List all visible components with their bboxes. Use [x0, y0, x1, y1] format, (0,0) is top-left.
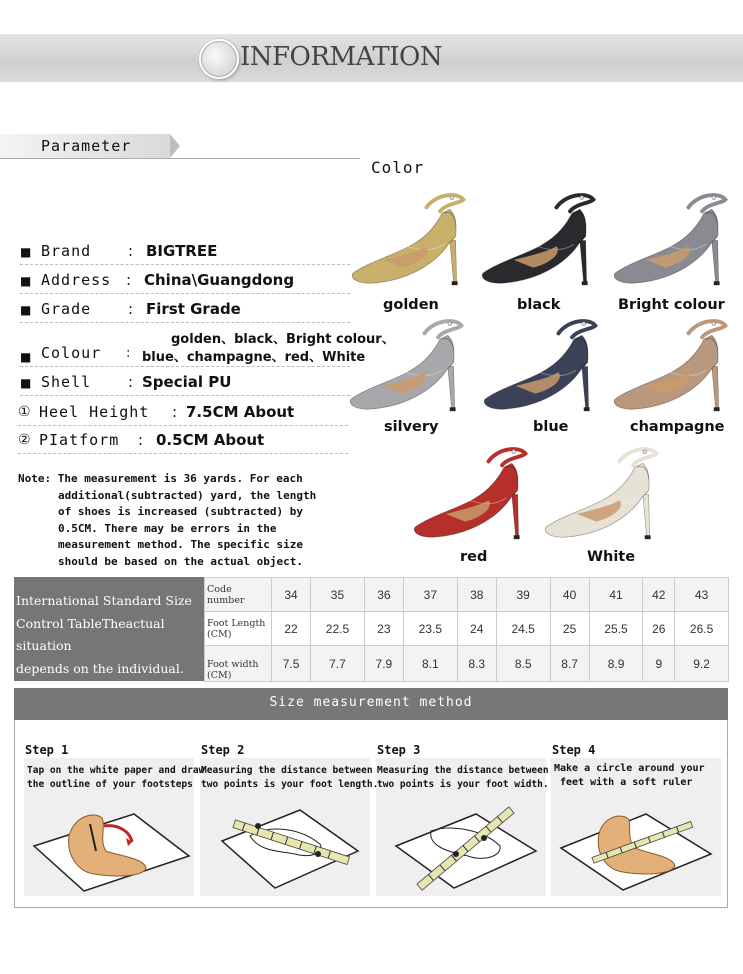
param-name: Brand: [41, 242, 92, 260]
table-cell: 9.2: [675, 646, 729, 682]
param-value: 0.5CM About: [156, 431, 265, 449]
param-row-address: [20, 271, 350, 294]
table-cell: 7.5: [272, 646, 311, 682]
param-value: First Grade: [146, 300, 241, 318]
row-label: Foot Length (CM): [205, 612, 272, 646]
step-text-line: feet with a soft ruler: [560, 777, 693, 788]
table-cell: 8.7: [550, 646, 589, 682]
param-value: BIGTREE: [146, 242, 218, 260]
parameter-divider: [0, 158, 360, 159]
param-colon: :: [128, 300, 134, 318]
param-value: blue、champagne、red、White: [142, 350, 366, 365]
param-colon: :: [126, 271, 132, 289]
param-name: Heel Height: [39, 403, 150, 421]
note-line: of shoes is increased (subtracted) by: [58, 505, 304, 519]
step-2-illustration: [200, 796, 370, 896]
color-label-bright: Bright colour: [618, 297, 725, 313]
note-line: measurement method. The specific size: [58, 538, 304, 552]
step-4-label: Step 4: [552, 743, 596, 757]
header-circle-ornament: [199, 39, 239, 79]
step-text-line: the outline of your footsteps: [27, 779, 193, 790]
color-label-black: black: [517, 297, 561, 313]
table-cell: 7.9: [364, 646, 403, 682]
step-text-line: two points is your foot width.: [377, 779, 549, 790]
caption-line: International Standard Size: [16, 593, 192, 608]
parameter-tab-corner: [170, 134, 180, 158]
step-text-line: Measuring the distance between: [377, 765, 549, 776]
step-text-line: Make a circle around your: [554, 763, 705, 774]
number-one-icon: ①: [18, 404, 31, 420]
param-row-grade: [20, 300, 350, 323]
note-line: 0.5CM. There may be errors in the: [58, 521, 277, 535]
param-row-brand: [20, 242, 350, 265]
param-colon: :: [138, 431, 144, 449]
color-title: Color: [371, 158, 425, 177]
table-cell: 39: [496, 578, 550, 612]
param-value: Special PU: [142, 373, 232, 391]
table-cell: 43: [675, 578, 729, 612]
step-3-illustration: [376, 796, 546, 896]
color-label-golden: golden: [383, 297, 439, 313]
colour-value-line1: golden、black、Bright colour、: [171, 332, 395, 347]
bullet-icon: ■: [20, 303, 32, 317]
table-cell: 41: [589, 578, 643, 612]
table-cell: 23: [364, 612, 403, 646]
step-2-text: [201, 764, 378, 792]
step-2-label: Step 2: [201, 743, 245, 757]
table-cell: 8.3: [457, 646, 496, 682]
table-cell: 38: [457, 578, 496, 612]
table-row: [205, 578, 729, 612]
step-1-text: [27, 764, 204, 792]
param-colon: :: [172, 403, 178, 421]
table-cell: 8.9: [589, 646, 643, 682]
table-cell: 7.7: [311, 646, 365, 682]
table-cell: 36: [364, 578, 403, 612]
step-4-text: [554, 762, 705, 790]
table-cell: 23.5: [403, 612, 457, 646]
param-name: Address: [41, 271, 112, 289]
step-4-illustration: [551, 796, 721, 896]
bullet-icon: ■: [20, 274, 32, 288]
shoe-image-blue: [480, 312, 600, 417]
table-cell: 26: [643, 612, 675, 646]
table-cell: 40: [550, 578, 589, 612]
table-cell: 25.5: [589, 612, 643, 646]
param-row-colour: [20, 344, 366, 367]
shoe-image-silvery: [346, 312, 466, 417]
row-label: Code number: [205, 578, 272, 612]
color-label-blue: blue: [533, 419, 569, 435]
step-3-text: [377, 764, 549, 792]
shoe-image-champagne: [610, 312, 730, 417]
bullet-icon: ■: [20, 376, 32, 390]
size-table: [204, 577, 729, 682]
table-cell: 8.5: [496, 646, 550, 682]
param-name: PIatform: [39, 431, 120, 449]
param-name: Shell: [41, 373, 92, 391]
color-label-champagne: champagne: [630, 419, 725, 435]
shoe-image-red: [410, 440, 530, 545]
shoe-image-white: [541, 440, 661, 545]
param-name: Colour: [41, 344, 102, 362]
color-label-red: red: [460, 549, 488, 565]
bullet-icon: ■: [20, 245, 32, 259]
param-name: Grade: [41, 300, 92, 318]
param-row-shell: [20, 373, 350, 396]
param-row-platform: [18, 431, 348, 454]
table-cell: 35: [311, 578, 365, 612]
table-cell: 24: [457, 612, 496, 646]
param-value: 7.5CM About: [186, 403, 295, 421]
bullet-icon: ■: [20, 350, 32, 364]
note-line: should be based on the actual object.: [58, 554, 304, 568]
measurement-note: [18, 471, 316, 571]
note-line: additional(subtracted) yard, the length: [58, 488, 317, 502]
param-colon: :: [128, 242, 134, 260]
color-label-white: White: [587, 549, 636, 565]
caption-line: Control TableTheactual situation: [16, 615, 165, 653]
shoe-image-black: [478, 186, 598, 291]
step-3-label: Step 3: [377, 743, 421, 757]
number-two-icon: ②: [18, 432, 31, 448]
table-cell: 22: [272, 612, 311, 646]
param-value: China\Guangdong: [144, 271, 295, 289]
table-cell: 26.5: [675, 612, 729, 646]
table-row: [205, 612, 729, 646]
shoe-image-golden: [348, 186, 468, 291]
step-1-illustration: [24, 796, 194, 896]
table-row: [205, 646, 729, 682]
step-1-label: Step 1: [25, 743, 69, 757]
caption-line: depends on the individual.: [16, 660, 184, 676]
table-cell: 37: [403, 578, 457, 612]
step-text-line: Tap on the white paper and draw: [27, 765, 205, 776]
table-cell: 22.5: [311, 612, 365, 646]
row-label: Foot width (CM): [205, 646, 272, 682]
step-text-line: two points is your foot length.: [201, 779, 379, 790]
note-line: Note: The measurement is 36 yards. For each: [18, 472, 303, 485]
table-cell: 25: [550, 612, 589, 646]
table-cell: 24.5: [496, 612, 550, 646]
param-row-heel-height: [18, 403, 348, 426]
table-cell: 8.1: [403, 646, 457, 682]
shoe-image-bright: [610, 186, 730, 291]
table-cell: 9: [643, 646, 675, 682]
table-cell: 34: [272, 578, 311, 612]
table-cell: 42: [643, 578, 675, 612]
step-text-line: Measuring the distance between: [201, 765, 373, 776]
param-colon: :: [126, 346, 131, 361]
color-label-silvery: silvery: [384, 419, 439, 435]
size-table-caption: [16, 590, 202, 680]
measurement-title: Size measurement method: [269, 695, 473, 710]
param-colon: :: [128, 373, 134, 391]
parameter-title: Parameter: [41, 137, 132, 155]
page-title: INFORMATION: [240, 42, 443, 72]
